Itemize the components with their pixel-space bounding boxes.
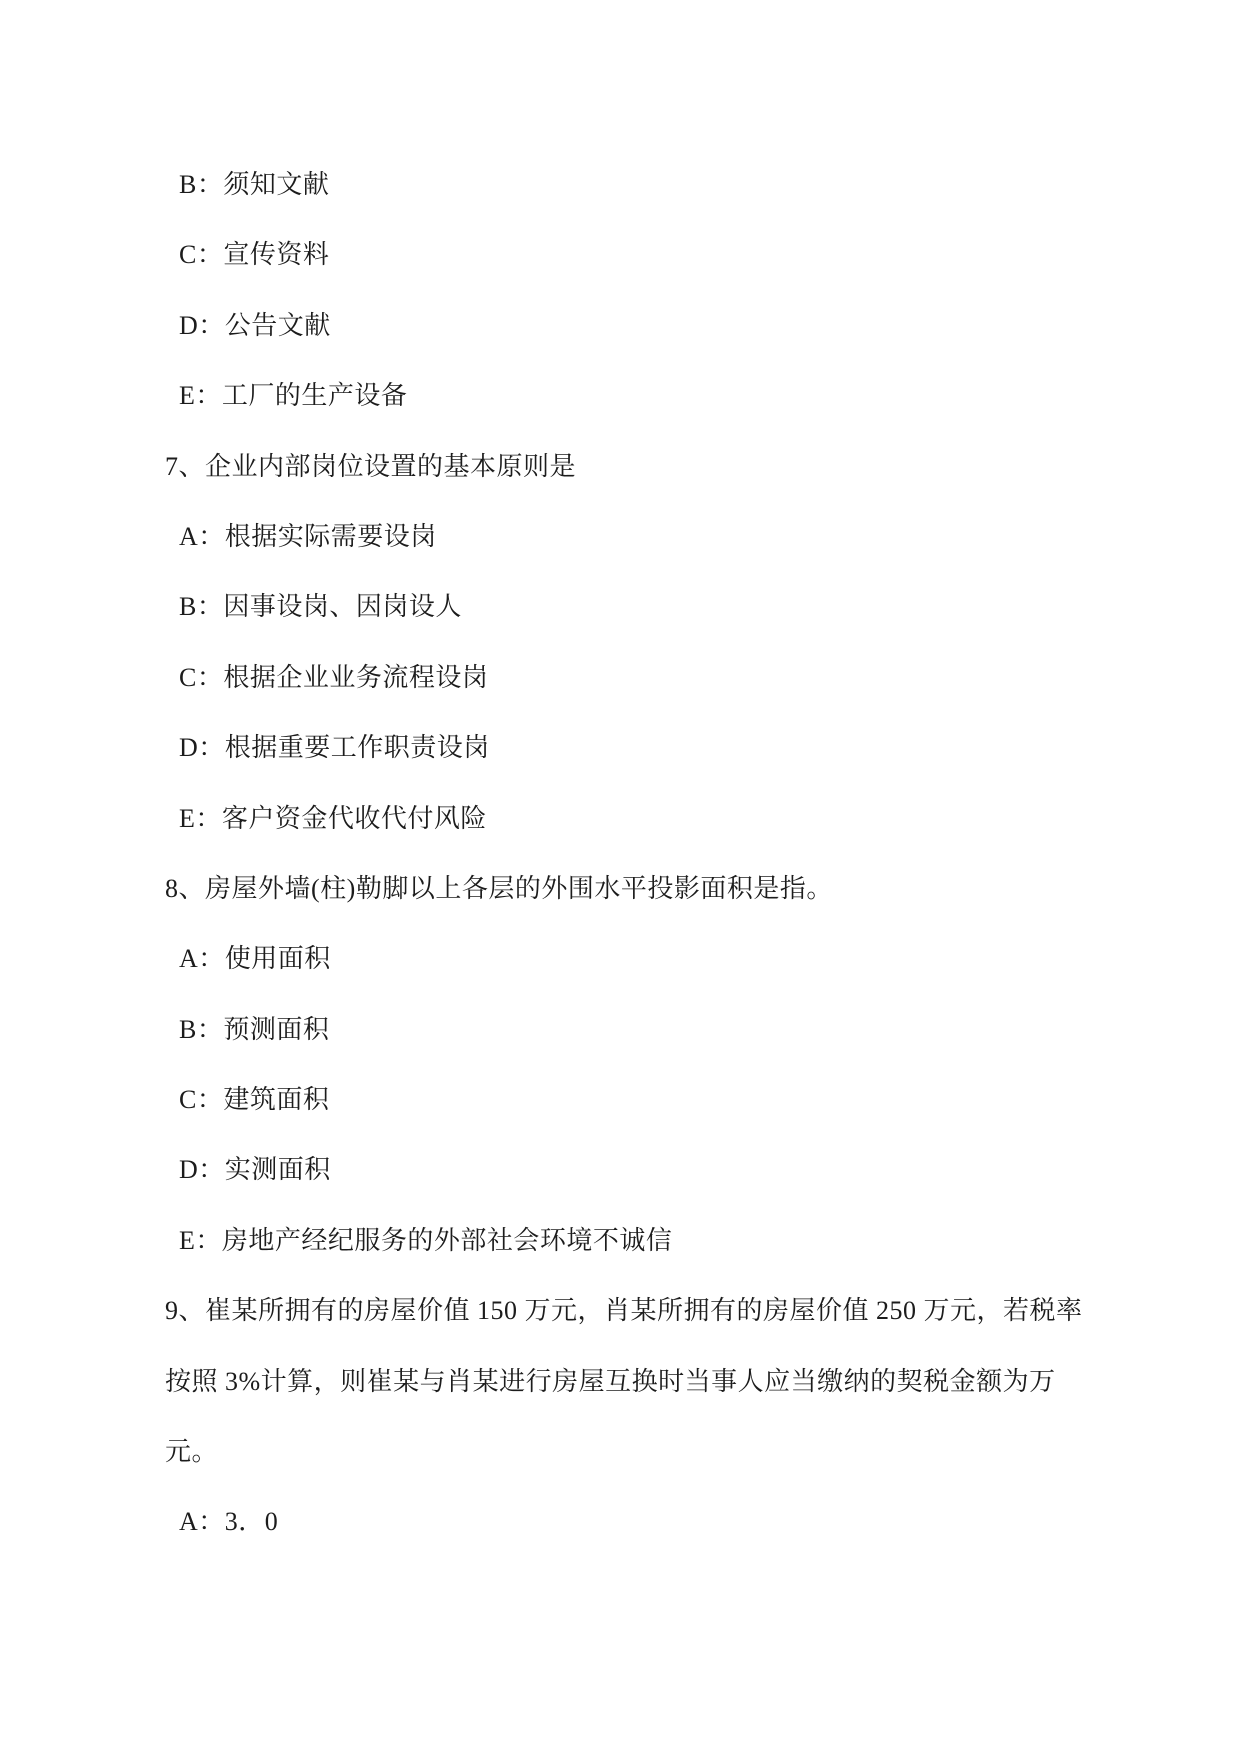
option-line: D：公告文献 [179, 310, 331, 340]
option-line: B：预测面积 [179, 1014, 330, 1044]
question-line: 8、房屋外墙(柱)勒脚以上各层的外围水平投影面积是指。 [165, 873, 833, 903]
question-line: 7、企业内部岗位设置的基本原则是 [165, 451, 577, 481]
option-line: E：工厂的生产设备 [179, 381, 408, 411]
option-line: C：根据企业业务流程设岗 [179, 662, 489, 692]
option-line: B：因事设岗、因岗设人 [179, 592, 462, 622]
option-line: A：使用面积 [179, 944, 331, 974]
continuation-line: 元。 [165, 1437, 219, 1467]
option-line: A：3．0 [179, 1507, 279, 1537]
option-line: C：宣传资料 [179, 240, 330, 270]
option-line: E：房地产经纪服务的外部社会环境不诚信 [179, 1225, 673, 1255]
option-line: D：实测面积 [179, 1155, 331, 1185]
option-line: D：根据重要工作职责设岗 [179, 733, 490, 763]
option-line: A：根据实际需要设岗 [179, 521, 437, 551]
option-line: C：建筑面积 [179, 1085, 330, 1115]
exam-question-list [165, 150, 1083, 1558]
option-line: B：须知文献 [179, 170, 330, 199]
continuation-line: 按照 3%计算，则崔某与肖某进行房屋互换时当事人应当缴纳的契税金额为万 [165, 1366, 1056, 1396]
option-line: E：客户资金代收代付风险 [179, 803, 487, 833]
question-line: 9、崔某所拥有的房屋价值 150 万元，肖某所拥有的房屋价值 250 万元，若税率 [165, 1296, 1083, 1326]
